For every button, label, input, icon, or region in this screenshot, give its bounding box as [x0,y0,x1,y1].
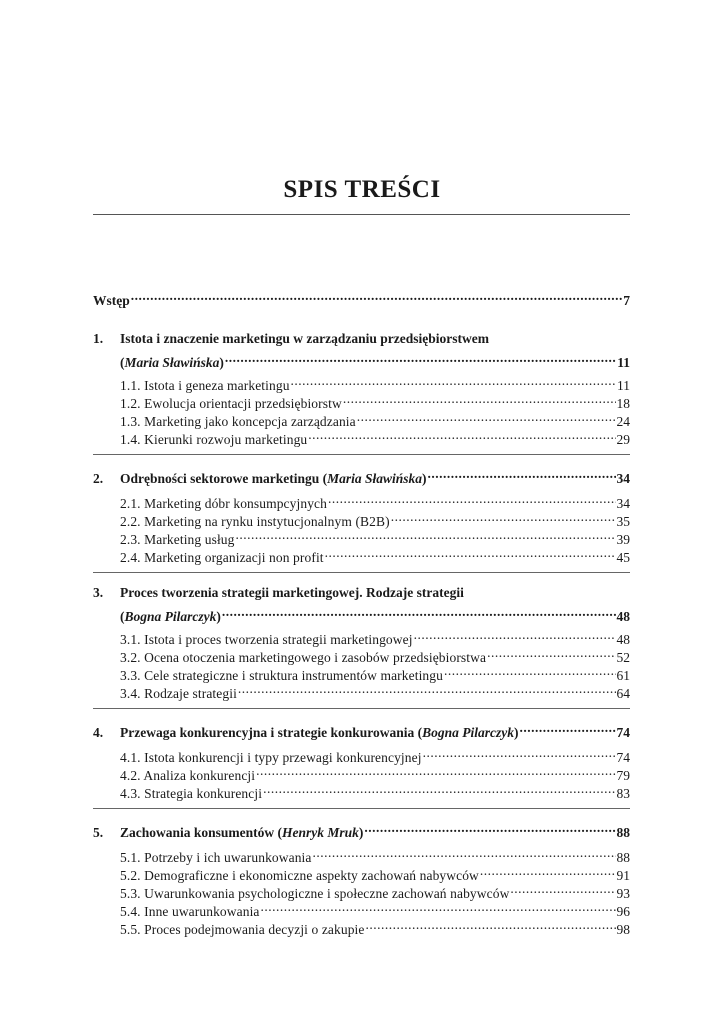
dot-leader [343,390,616,408]
dot-leader [263,780,615,798]
chapter-divider [93,808,630,809]
chapter-number: 1. [93,331,104,346]
table-of-contents [93,287,630,937]
chapter-title[interactable] [93,719,630,739]
chapter-2 [93,465,630,565]
dot-leader [487,644,615,662]
dot-leader [480,862,616,880]
section-page: 35 [616,514,630,529]
section-label: 1.2. Ewolucja orientacji przedsiębiorstw [120,396,342,411]
dot-leader [444,662,616,680]
toc-entry-section[interactable] [120,626,630,647]
section-label: 3.3. Cele strategiczne i struktura instrumentów marketingu [120,668,443,683]
section-label: 4.2. Analiza konkurencji [120,768,256,783]
chapter-title-text: Zachowania konsumentów ( [120,825,283,840]
chapter-author: Maria Sławińska [124,355,220,370]
chapter-number: 3. [93,585,104,600]
chapter-divider [93,454,630,455]
section-label: 5.5. Proces podejmowania decyzji o zakupie [120,922,365,937]
chapter-number: 4. [93,725,104,740]
chapter-divider [93,708,630,709]
title-rule [93,214,630,215]
toc-entry-section[interactable] [120,490,630,511]
section-label: 4.1. Istota konkurencji i typy przewagi konkurencyjnej [120,750,422,765]
chapter-divider [93,572,630,573]
author-open: ( [120,355,125,370]
toc-entry-section[interactable] [120,844,630,865]
section-page: 79 [616,768,630,783]
section-label: 2.3. Marketing usług [120,532,235,547]
dot-leader [225,349,616,367]
toc-entry-label: Wstęp [93,293,130,308]
chapter-title[interactable] [93,819,630,839]
chapter-page: 88 [616,825,630,840]
section-page: 39 [616,532,630,547]
dot-leader [261,898,616,916]
author-close: ) [514,725,519,740]
section-page: 52 [616,650,630,665]
section-label: 1.4. Kierunki rozwoju marketingu [120,432,308,447]
dot-leader [291,372,616,390]
dot-leader [510,880,615,898]
chapter-5 [93,819,630,937]
dot-leader [131,287,623,305]
author-close: ) [219,355,224,370]
author-open: ( [120,609,125,624]
chapter-author-line[interactable] [120,349,630,370]
dot-leader [357,408,616,426]
section-page: 48 [616,632,630,647]
dot-leader [328,490,616,508]
section-label: 3.4. Rodzaje strategii [120,686,237,701]
section-label: 2.2. Marketing na rynku instytucjonalnym (B2B) [120,514,390,529]
section-page: 11 [617,378,630,393]
section-label: 1.3. Marketing jako koncepcja zarządzania [120,414,356,429]
page-title: SPIS TREŚCI [283,176,441,203]
section-label: 1.1. Istota i geneza marketingu [120,378,290,393]
toc-entry-section[interactable] [120,372,630,393]
section-label: 5.3. Uwarunkowania psychologiczne i społeczne zachowań nabywców [120,886,510,901]
chapter-author: Henryk Mruk [282,825,359,840]
section-page: 64 [616,686,630,701]
dot-leader [308,426,615,444]
dot-leader [520,719,616,737]
dot-leader [325,544,616,562]
chapter-1 [93,329,630,447]
chapter-title[interactable] [93,583,630,603]
chapter-page: 11 [617,355,630,370]
section-page: 88 [616,850,630,865]
chapter-title-text: Istota i znaczenie marketingu w zarządzaniu przedsiębiorstwem [120,331,489,346]
section-page: 91 [616,868,630,883]
chapter-title-text: Przewaga konkurencyjna i strategie konkurowania ( [120,725,423,740]
dot-leader [364,819,615,837]
author-close: ) [216,609,221,624]
section-page: 29 [616,432,630,447]
toc-entry-page: 7 [623,293,630,308]
section-label: 5.1. Potrzeby i ich uwarunkowania [120,850,312,865]
section-label: 5.4. Inne uwarunkowania [120,904,260,919]
chapter-title[interactable] [93,465,630,485]
author-close: ) [358,825,364,840]
toc-entry-section[interactable] [120,744,630,765]
section-label: 4.3. Strategia konkurencji [120,786,263,801]
chapter-4 [93,719,630,801]
section-page: 61 [616,668,630,683]
section-page: 93 [616,886,630,901]
dot-leader [222,603,616,621]
section-label: 3.2. Ocena otoczenia marketingowego i zasobów przedsiębiorstwa [120,650,487,665]
section-page: 24 [616,414,630,429]
chapter-author: Bogna Pilarczyk [124,609,217,624]
dot-leader [313,844,616,862]
section-label: 3.1. Istota i proces tworzenia strategii marketingowej [120,632,413,647]
chapter-3 [93,583,630,701]
dot-leader [236,526,616,544]
chapter-author: Maria Sławińska [327,471,423,486]
author-close: ) [422,471,427,486]
dot-leader [414,626,616,644]
dot-leader [391,508,616,526]
section-label: 5.2. Demograficzne i ekonomiczne aspekty zachowań nabywców [120,868,479,883]
chapter-title-text: Proces tworzenia strategii marketingowej. Rodzaje strategii [120,585,464,600]
section-page: 45 [616,550,630,565]
chapter-number: 5. [93,825,104,840]
chapter-title-text: Odrębności sektorowe marketingu ( [120,471,328,486]
toc-entry-intro[interactable] [93,287,630,308]
section-page: 83 [616,786,630,801]
chapter-page: 48 [616,609,630,624]
section-page: 34 [616,496,630,511]
section-page: 18 [616,396,630,411]
chapter-author-line[interactable] [120,603,630,624]
section-label: 2.4. Marketing organizacji non profit [120,550,324,565]
chapter-number: 2. [93,471,104,486]
dot-leader [366,916,616,934]
section-page: 98 [616,922,630,937]
section-page: 74 [616,750,630,765]
dot-leader [428,465,616,483]
dot-leader [423,744,616,762]
chapter-author: Bogna Pilarczyk [422,725,515,740]
chapter-page: 34 [616,471,630,486]
chapter-title[interactable] [93,329,630,349]
chapter-page: 74 [616,725,630,740]
dot-leader [256,762,615,780]
section-label: 2.1. Marketing dóbr konsumpcyjnych [120,496,327,511]
dot-leader [238,680,616,698]
section-page: 96 [616,904,630,919]
